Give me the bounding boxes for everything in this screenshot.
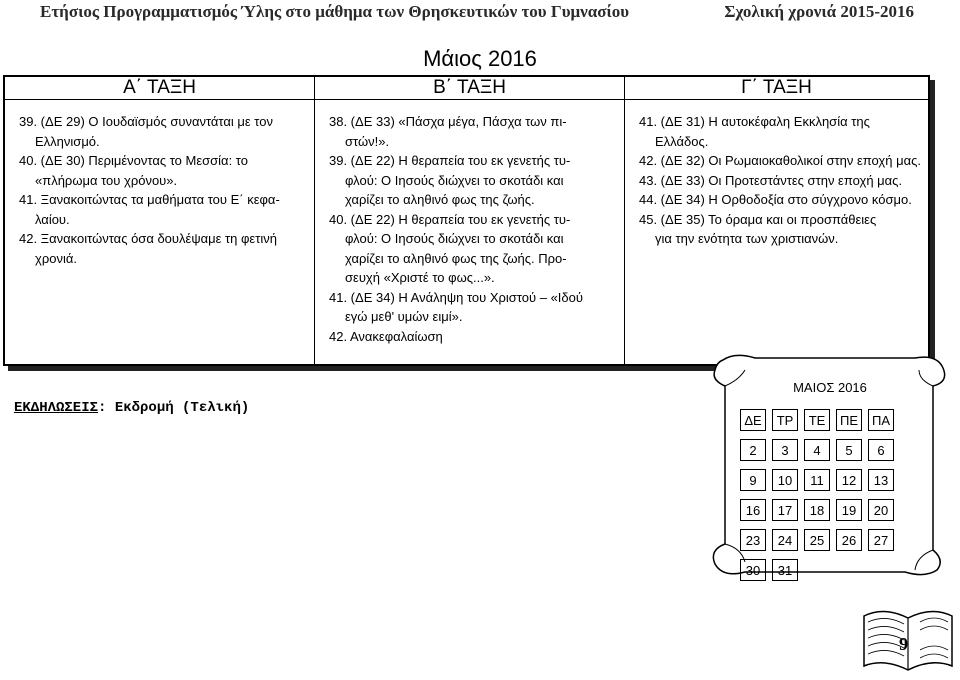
calendar-date: 9 (740, 469, 766, 491)
lesson-line: Ελληνισμό. (35, 133, 100, 149)
column-c-items (625, 100, 928, 249)
calendar-week (740, 559, 894, 581)
lesson-line: 42. Ανακεφαλαίωση (329, 328, 443, 344)
calendar-day-header: ΤΕ (804, 409, 830, 431)
calendar-date: 27 (868, 529, 894, 551)
calendar-week (740, 469, 894, 491)
calendar-date: 4 (804, 439, 830, 461)
calendar-day-header: ΠΕ (836, 409, 862, 431)
calendar-date (836, 559, 862, 581)
lesson-line: για την ενότητα των χριστιανών. (655, 231, 839, 246)
lesson-line: 41. Ξανακοιτώντας τα μαθήματα του Ε΄ κεφα- (19, 192, 280, 207)
events-text: : Εκδρομή (Τελική) (98, 400, 250, 416)
calendar-date: 13 (868, 469, 894, 491)
lesson-line: φλού: Ο Ιησούς διώχνει το σκοτάδι και (345, 231, 564, 246)
lesson-line: χρονιά. (35, 250, 77, 266)
lesson-line: λαίου. (35, 211, 70, 227)
calendar-date (804, 559, 830, 581)
lesson-line: «πλήρωμα του χρόνου». (35, 172, 178, 188)
calendar-date: 17 (772, 499, 798, 521)
calendar-day-header: ΔΕ (740, 409, 766, 431)
lesson-line: σευχή «Χριστέ το φως...». (345, 270, 495, 285)
lesson-line: στών!». (345, 133, 390, 149)
calendar-date: 5 (836, 439, 862, 461)
calendar-date: 6 (868, 439, 894, 461)
calendar-date: 2 (740, 439, 766, 461)
calendar-date: 30 (740, 559, 766, 581)
lesson-line: 38. (ΔΕ 33) «Πάσχα μέγα, Πάσχα των πι- (329, 114, 567, 129)
column-b (315, 77, 625, 364)
page-number: 9 (899, 634, 908, 654)
lesson-line: εγώ μεθ' υμών ειμί». (345, 309, 463, 324)
calendar-date (868, 559, 894, 581)
lesson-line: 40. (ΔΕ 30) Περιμένοντας το Μεσσία: το (19, 153, 248, 168)
calendar-date: 25 (804, 529, 830, 551)
calendar-date: 19 (836, 499, 862, 521)
calendar-date: 11 (804, 469, 830, 491)
lesson-line: 42. (ΔΕ 32) Οι Ρωμαιοκαθολικοί στην εποχή μας. (639, 153, 921, 168)
lesson-line: 40. (ΔΕ 22) Η θεραπεία του εκ γενετής τυ- (329, 211, 571, 227)
events-label: ΕΚΔΗΛΩΣΕΙΣ (14, 400, 99, 416)
calendar-date: 10 (772, 469, 798, 491)
calendar-date: 12 (836, 469, 862, 491)
calendar-day-header: ΠΑ (868, 409, 894, 431)
calendar-date: 18 (804, 499, 830, 521)
schedule-table (3, 75, 930, 366)
lesson-line: χαρίζει το αληθινό φως της ζωής. (345, 192, 535, 207)
lesson-line: 42. Ξανακοιτώντας όσα δουλέψαμε τη φετινή (19, 231, 277, 246)
column-a-items (5, 100, 314, 268)
lesson-line: 45. (ΔΕ 35) Το όραμα και οι προσπάθειες (639, 211, 877, 227)
calendar-week (740, 499, 894, 521)
lesson-line: 39. (ΔΕ 29) Ο Ιουδαϊσμός συναντάται με τον (19, 114, 273, 129)
calendar-day-header: ΤΡ (772, 409, 798, 431)
calendar-week (740, 439, 894, 461)
calendar (740, 380, 920, 589)
column-a (5, 77, 315, 364)
calendar-date: 26 (836, 529, 862, 551)
calendar-date: 31 (772, 559, 798, 581)
column-b-items (315, 100, 624, 346)
column-c-heading: Γ΄ ΤΑΞΗ (625, 77, 928, 100)
lesson-line: φλού: Ο Ιησούς διώχνει το σκοτάδι και (345, 172, 564, 188)
month-title: Μάιος 2016 (423, 46, 537, 71)
calendar-grid (734, 401, 900, 589)
events-note (14, 400, 249, 416)
open-book-icon (860, 600, 956, 676)
header-right: Σχολική χρονιά 2015-2016 (724, 2, 914, 21)
lesson-line: 44. (ΔΕ 34) Η Ορθοδοξία στο σύγχρονο κόσμο. (639, 192, 912, 207)
calendar-date: 3 (772, 439, 798, 461)
lesson-line: 41. (ΔΕ 31) Η αυτοκέφαλη Εκκλησία της (639, 114, 870, 129)
header-left: Ετήσιος Προγραμματισμός Ύλης στο μάθημα των Θρησκευτικών του Γυμνασίου (40, 2, 630, 21)
calendar-week (740, 529, 894, 551)
calendar-date: 23 (740, 529, 766, 551)
page-header (0, 0, 960, 22)
column-b-heading: Β΄ ΤΑΞΗ (315, 77, 624, 100)
lesson-line: χαρίζει το αληθινό φως της ζωής. Προ- (345, 250, 567, 266)
calendar-date: 20 (868, 499, 894, 521)
column-a-heading: Α΄ ΤΑΞΗ (5, 77, 314, 100)
lesson-line: 39. (ΔΕ 22) Η θεραπεία του εκ γενετής τυ- (329, 153, 571, 168)
lesson-line: Ελλάδος. (655, 133, 709, 149)
calendar-date: 16 (740, 499, 766, 521)
column-c (625, 77, 928, 364)
calendar-date: 24 (772, 529, 798, 551)
lesson-line: 43. (ΔΕ 33) Οι Προτεστάντες στην εποχή μας. (639, 172, 903, 188)
calendar-title: ΜΑΙΟΣ 2016 (793, 380, 867, 395)
lesson-line: 41. (ΔΕ 34) Η Ανάληψη του Χριστού – «Ιδού (329, 289, 583, 305)
